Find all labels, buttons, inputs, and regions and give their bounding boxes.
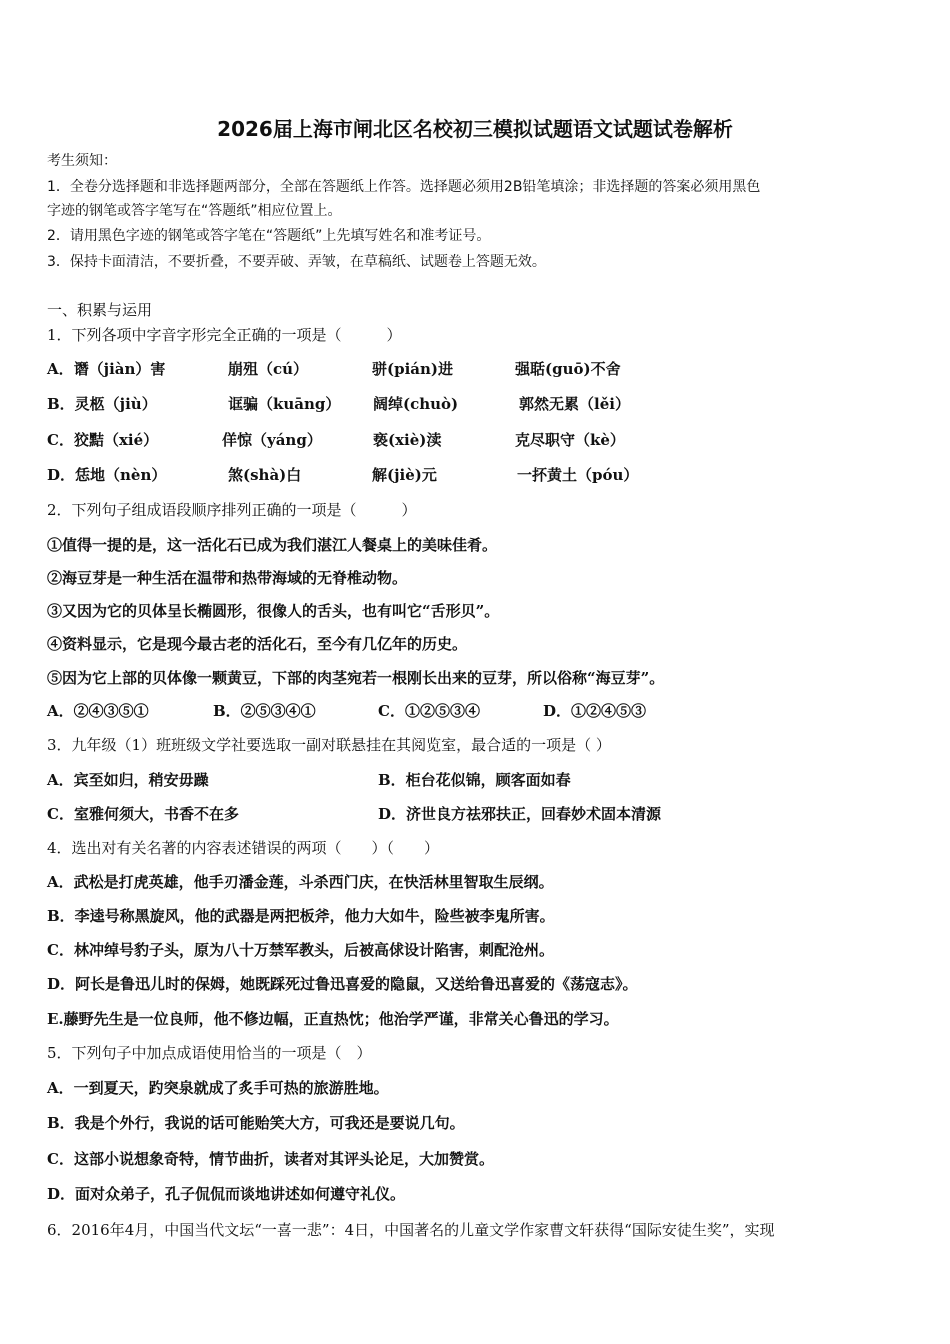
section-heading: 一、积累与运用 — [47, 301, 153, 319]
q4-option: C．林冲绰号豹子头，原为八十万禁军教头，后被高俅设计陷害，刺配沧州。 — [47, 941, 554, 959]
q1-option: 佯惊（yáng） — [222, 431, 322, 449]
q1-option: C．狡黠（xié） — [47, 431, 159, 449]
q1-option: 解(jiè)元 — [372, 466, 437, 484]
q5-option: A．一到夏天，趵突泉就成了炙手可热的旅游胜地。 — [47, 1079, 389, 1097]
q2-sentence: ④资料显示，它是现今最古老的活化石，至今有几亿年的历史。 — [47, 635, 468, 653]
question-6-stem: 6．2016年4月，中国当代文坛“一喜一悲”：4日，中国著名的儿童文学作家曹文轩获得“国际安徒生奖”，实现 — [47, 1221, 775, 1239]
q1-option: 一抔黄土（póu） — [517, 466, 639, 484]
notice-line: 字迹的钢笔或答字笔写在“答题纸”相应位置上。 — [47, 203, 342, 219]
q1-option: 阔绰(chuò) — [373, 395, 459, 413]
q2-sentence: ③又因为它的贝体呈长椭圆形，很像人的舌头，也有叫它“舌形贝”。 — [47, 602, 500, 620]
q1-option: 郭然无累（lěi） — [519, 395, 630, 413]
notice-heading: 考生须知： — [47, 153, 117, 169]
q1-option: 克尽职守（kè） — [515, 431, 625, 449]
q5-option: B．我是个外行，我说的话可能贻笑大方，可我还是要说几句。 — [47, 1114, 465, 1132]
notice-line: 3．保持卡面清洁，不要折叠，不要弄破、弄皱，在草稿纸、试题卷上答题无效。 — [47, 254, 546, 270]
q3-option: B．柜台花似锦，顾客面如春 — [378, 771, 571, 789]
q4-option: A．武松是打虎英雄，他手刃潘金莲，斗杀西门庆，在快活林里智取生辰纲。 — [47, 873, 554, 891]
q3-option: C．室雅何须大，书香不在多 — [47, 805, 239, 823]
notice-line: 1．全卷分选择题和非选择题两部分，全部在答题纸上作答。选择题必须用2B铅笔填涂；非选择题的答案必须用黑色 — [47, 179, 761, 195]
question-1-stem: 1．下列各项中字音字形完全正确的一项是（ ） — [47, 326, 402, 344]
q2-sentence: ①值得一提的是，这一活化石已成为我们湛江人餐桌上的美味佳肴。 — [47, 536, 498, 554]
question-3-stem: 3．九年级（1）班班级文学社要选取一副对联悬挂在其阅览室，最合适的一项是（ ） — [47, 736, 611, 754]
q3-option: A．宾至如归，稍安毋躁 — [47, 771, 209, 789]
q1-option: 诓骗（kuāng） — [228, 395, 341, 413]
q4-option: E.藤野先生是一位良师，他不修边幅，正直热忱；他治学严谨，非常关心鲁迅的学习。 — [47, 1010, 619, 1028]
question-5-stem: 5．下列句子中加点成语使用恰当的一项是（ ） — [47, 1044, 372, 1062]
q4-option: B．李逵号称黑旋风，他的武器是两把板斧，他力大如牛，险些被李鬼所害。 — [47, 907, 555, 925]
q2-option: D．①②④⑤③ — [543, 702, 647, 720]
q1-option: A．谮（jiàn）害 — [47, 360, 166, 378]
q5-option: C．这部小说想象奇特，情节曲折，读者对其评头论足，大加赞赏。 — [47, 1150, 494, 1168]
q2-option: B．②⑤③④① — [213, 702, 316, 720]
q4-option: D．阿长是鲁迅儿时的保姆，她既踩死过鲁迅喜爱的隐鼠，又送给鲁迅喜爱的《荡寇志》。 — [47, 975, 638, 993]
question-4-stem: 4．选出对有关名著的内容表述错误的两项（ ）（ ） — [47, 839, 440, 857]
q1-option: 强聒(guō)不舍 — [515, 360, 621, 378]
q2-option: C．①②⑤③④ — [378, 702, 480, 720]
q1-option: 亵(xiè)渎 — [373, 431, 442, 449]
q2-sentence: ⑤因为它上部的贝体像一颗黄豆，下部的肉茎宛若一根刚长出来的豆芽，所以俗称“海豆芽”。 — [47, 669, 665, 687]
document-title: 2026届上海市闸北区名校初三模拟试题语文试题试卷解析 — [217, 117, 733, 141]
q2-option: A．②④③⑤① — [47, 702, 149, 720]
q1-option: B．灵柩（jiù） — [47, 395, 157, 413]
q1-option: D．恁地（nèn） — [47, 466, 167, 484]
notice-line: 2．请用黑色字迹的钢笔或答字笔在“答题纸”上先填写姓名和准考证号。 — [47, 228, 491, 244]
question-2-stem: 2．下列句子组成语段顺序排列正确的一项是（ ） — [47, 501, 417, 519]
q5-option: D．面对众弟子，孔子侃侃而谈地讲述如何遵守礼仪。 — [47, 1185, 406, 1203]
q1-option: 骈(pián)进 — [372, 360, 454, 378]
q1-option: 崩殂（cú） — [228, 360, 309, 378]
q3-option: D．济世良方祛邪扶正，回春妙术固本清源 — [378, 805, 662, 823]
q2-sentence: ②海豆芽是一种生活在温带和热带海域的无脊椎动物。 — [47, 569, 408, 587]
q1-option: 煞(shà)白 — [228, 466, 302, 484]
